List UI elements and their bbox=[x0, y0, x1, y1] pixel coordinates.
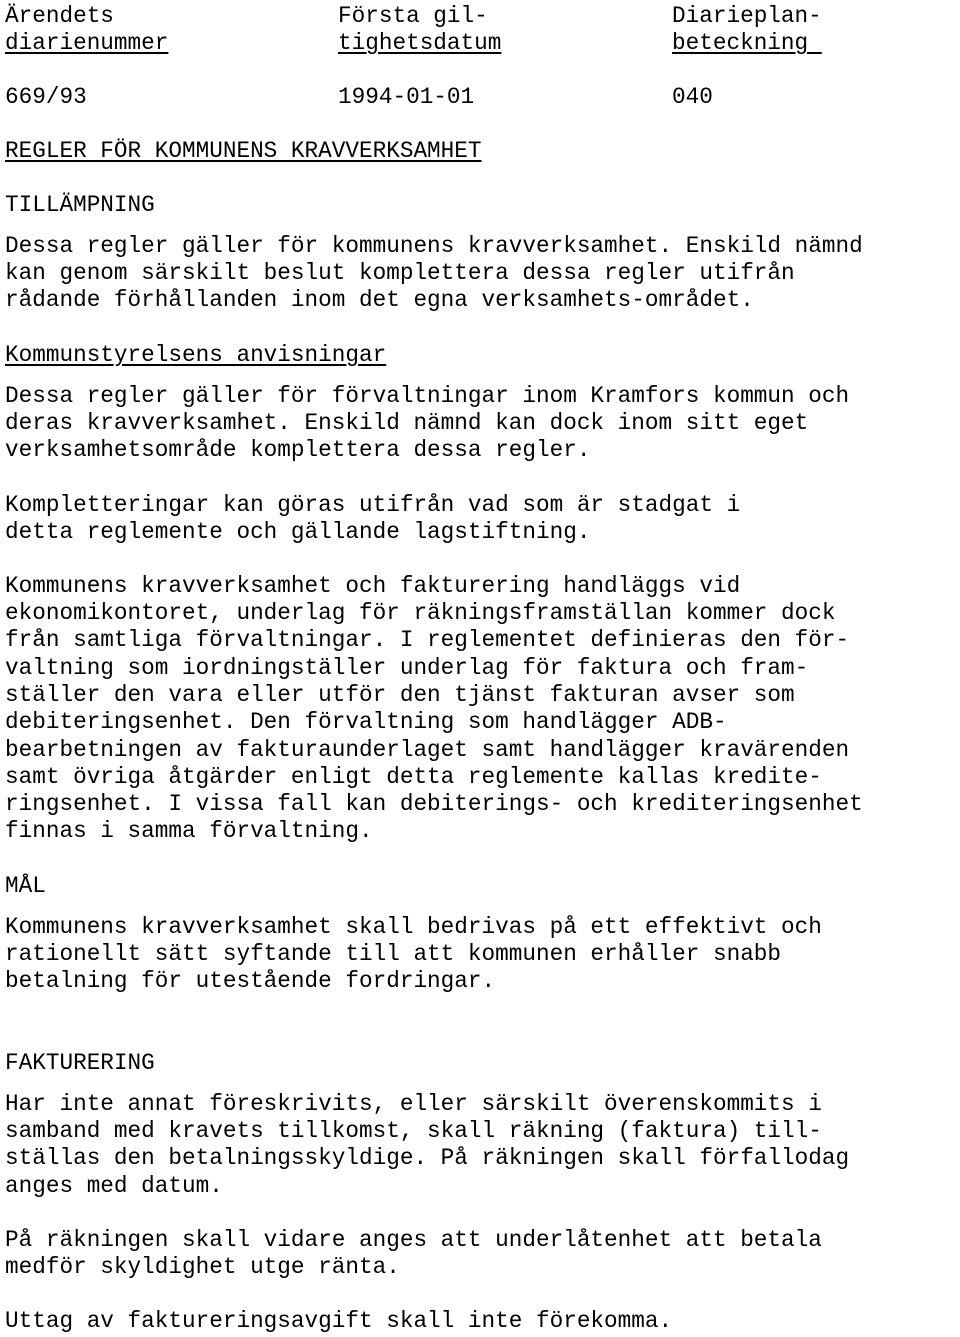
paragraph-line: ställer den vara eller utför den tjänst fakturan avser som bbox=[5, 682, 795, 708]
paragraph-line: anges med datum. bbox=[5, 1173, 223, 1199]
section-heading-anvisningar: Kommunstyrelsens anvisningar bbox=[5, 342, 387, 368]
header-label-diarienummer-1: Ärendets bbox=[5, 3, 114, 29]
header-value-diarienummer: 669/93 bbox=[5, 84, 87, 110]
document-title: REGLER FÖR KOMMUNENS KRAVVERKSAMHET bbox=[5, 138, 482, 164]
paragraph-line: Dessa regler gäller för kommunens kravverksamhet. Enskild nämnd bbox=[5, 233, 863, 259]
paragraph-line: samt övriga åtgärder enligt detta reglemente kallas kredite- bbox=[5, 764, 822, 790]
paragraph-line: detta reglemente och gällande lagstiftning. bbox=[5, 519, 591, 545]
section-heading-tillampning: TILLÄMPNING bbox=[5, 192, 155, 218]
paragraph-line: valtning som iordningställer underlag för faktura och fram- bbox=[5, 655, 809, 681]
paragraph-line: deras kravverksamhet. Enskild nämnd kan dock inom sitt eget bbox=[5, 410, 809, 436]
header-label-giltighetsdatum-2: tighetsdatum bbox=[338, 30, 502, 56]
paragraph-line: ställas den betalningsskyldige. På räkningen skall förfallodag bbox=[5, 1145, 850, 1171]
section-heading-mal: MÅL bbox=[5, 873, 46, 899]
header-label-giltighetsdatum-1: Första gil- bbox=[338, 3, 488, 29]
paragraph-line: betalning för utestående fordringar. bbox=[5, 968, 496, 994]
paragraph-line: finnas i samma förvaltning. bbox=[5, 818, 373, 844]
paragraph-line: ringsenhet. I vissa fall kan debiterings- och krediteringsenhet bbox=[5, 791, 863, 817]
paragraph-line: Kommunens kravverksamhet och fakturering handläggs vid bbox=[5, 573, 741, 599]
paragraph-line: Har inte annat föreskrivits, eller särskilt överenskommits i bbox=[5, 1091, 822, 1117]
header-label-diarieplan-1: Diarieplan- bbox=[672, 3, 822, 29]
paragraph-line: Uttag av faktureringsavgift skall inte förekomma. bbox=[5, 1308, 673, 1334]
paragraph-line: bearbetningen av fakturaunderlaget samt handlägger kravärenden bbox=[5, 737, 850, 763]
header-label-diarieplan-2: beteckning bbox=[672, 30, 822, 56]
paragraph-line: Kommunens kravverksamhet skall bedrivas på ett effektivt och bbox=[5, 914, 822, 940]
paragraph-line: från samtliga förvaltningar. I reglementet definieras den för- bbox=[5, 627, 850, 653]
paragraph-line: På räkningen skall vidare anges att underlåtenhet att betala bbox=[5, 1227, 822, 1253]
paragraph-line: kan genom särskilt beslut komplettera dessa regler utifrån bbox=[5, 260, 795, 286]
header-value-giltighetsdatum: 1994-01-01 bbox=[338, 84, 475, 110]
header-value-diarieplan: 040 bbox=[672, 84, 713, 110]
section-heading-fakturering: FAKTURERING bbox=[5, 1050, 155, 1076]
header-label-diarienummer-2: diarienummer bbox=[5, 30, 169, 56]
paragraph-line: verksamhetsområde komplettera dessa regler. bbox=[5, 437, 591, 463]
paragraph-line: debiteringsenhet. Den förvaltning som handlägger ADB- bbox=[5, 709, 727, 735]
paragraph-line: Dessa regler gäller för förvaltningar inom Kramfors kommun och bbox=[5, 383, 850, 409]
paragraph-line: ekonomikontoret, underlag för räkningsframställan kommer dock bbox=[5, 600, 836, 626]
paragraph-line: Kompletteringar kan göras utifrån vad som är stadgat i bbox=[5, 492, 741, 518]
paragraph-line: rationellt sätt syftande till att kommunen erhåller snabb bbox=[5, 941, 782, 967]
paragraph-line: rådande förhållanden inom det egna verksamhets-området. bbox=[5, 287, 754, 313]
paragraph-line: samband med kravets tillkomst, skall räkning (faktura) till- bbox=[5, 1118, 822, 1144]
paragraph-line: medför skyldighet utge ränta. bbox=[5, 1254, 400, 1280]
